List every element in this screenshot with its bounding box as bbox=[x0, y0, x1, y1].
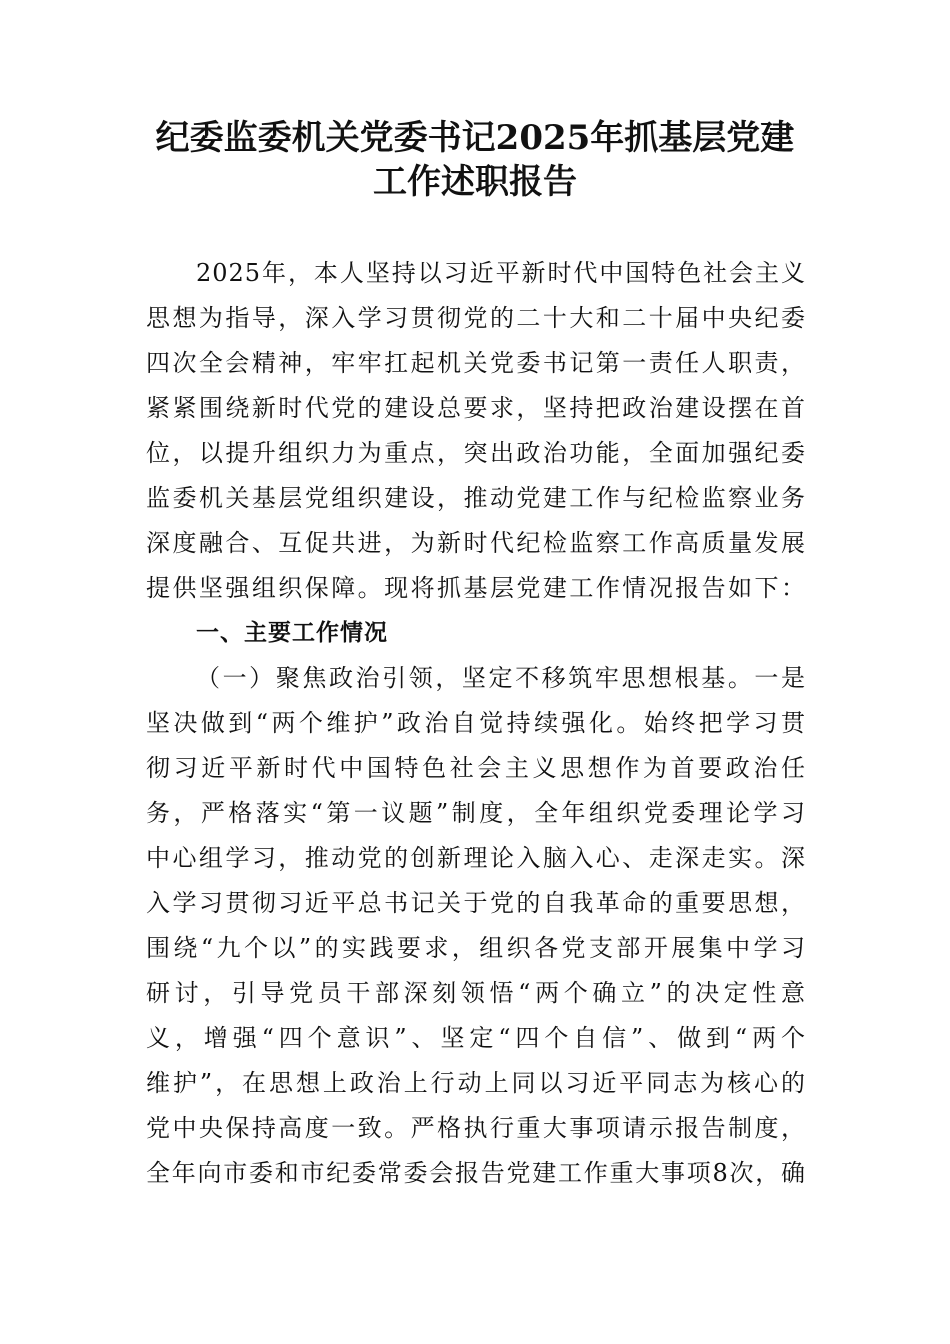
document-title-line-1: 纪委监委机关党委书记2025年抓基层党建 bbox=[155, 118, 795, 158]
section-line-4: 务，严格落实“第一议题”制度，全年组织党委理论学习 bbox=[146, 799, 806, 827]
section-line-10: 维护”，在思想上政治上行动上同以习近平同志为核心的 bbox=[146, 1069, 806, 1097]
section-line-5: 中心组学习，推动党的创新理论入脑入心、走深走实。深 bbox=[146, 844, 806, 872]
section-line-8: 研讨，引导党员干部深刻领悟“两个确立”的决定性意 bbox=[146, 979, 806, 1007]
intro-line-3: 四次全会精神，牢牢扛起机关党委书记第一责任人职责， bbox=[146, 349, 806, 377]
intro-line-6: 监委机关基层党组织建设，推动党建工作与纪检监察业务 bbox=[146, 484, 806, 512]
section-heading: 一、主要工作情况 bbox=[196, 620, 388, 646]
section-line-7: 围绕“九个以”的实践要求，组织各党支部开展集中学习 bbox=[146, 934, 806, 962]
intro-line-7: 深度融合、互促共进，为新时代纪检监察工作高质量发展 bbox=[146, 529, 806, 557]
intro-line-2: 思想为指导，深入学习贯彻党的二十大和二十届中央纪委 bbox=[146, 304, 806, 332]
section-line-2: 坚决做到“两个维护”政治自觉持续强化。始终把学习贯 bbox=[146, 709, 806, 737]
section-line-9: 义，增强“四个意识”、坚定“四个自信”、做到“两个 bbox=[146, 1024, 806, 1052]
section-line-12: 全年向市委和市纪委常委会报告党建工作重大事项8次，确 bbox=[146, 1159, 806, 1187]
section-line-11: 党中央保持高度一致。严格执行重大事项请示报告制度， bbox=[146, 1114, 806, 1142]
intro-line-5: 位，以提升组织力为重点，突出政治功能，全面加强纪委 bbox=[146, 439, 806, 467]
section-line-3: 彻习近平新时代中国特色社会主义思想作为首要政治任 bbox=[146, 754, 806, 782]
intro-line-1: 2025年，本人坚持以习近平新时代中国特色社会主义 bbox=[196, 259, 806, 287]
intro-line-8: 提供坚强组织保障。现将抓基层党建工作情况报告如下： bbox=[146, 574, 806, 602]
intro-line-4: 紧紧围绕新时代党的建设总要求，坚持把政治建设摆在首 bbox=[146, 394, 806, 422]
section-line-1: （一）聚焦政治引领，坚定不移筑牢思想根基。一是 bbox=[196, 664, 806, 692]
section-line-6: 入学习贯彻习近平总书记关于党的自我革命的重要思想， bbox=[146, 889, 806, 917]
document-title-line-2: 工作述职报告 bbox=[373, 162, 577, 202]
